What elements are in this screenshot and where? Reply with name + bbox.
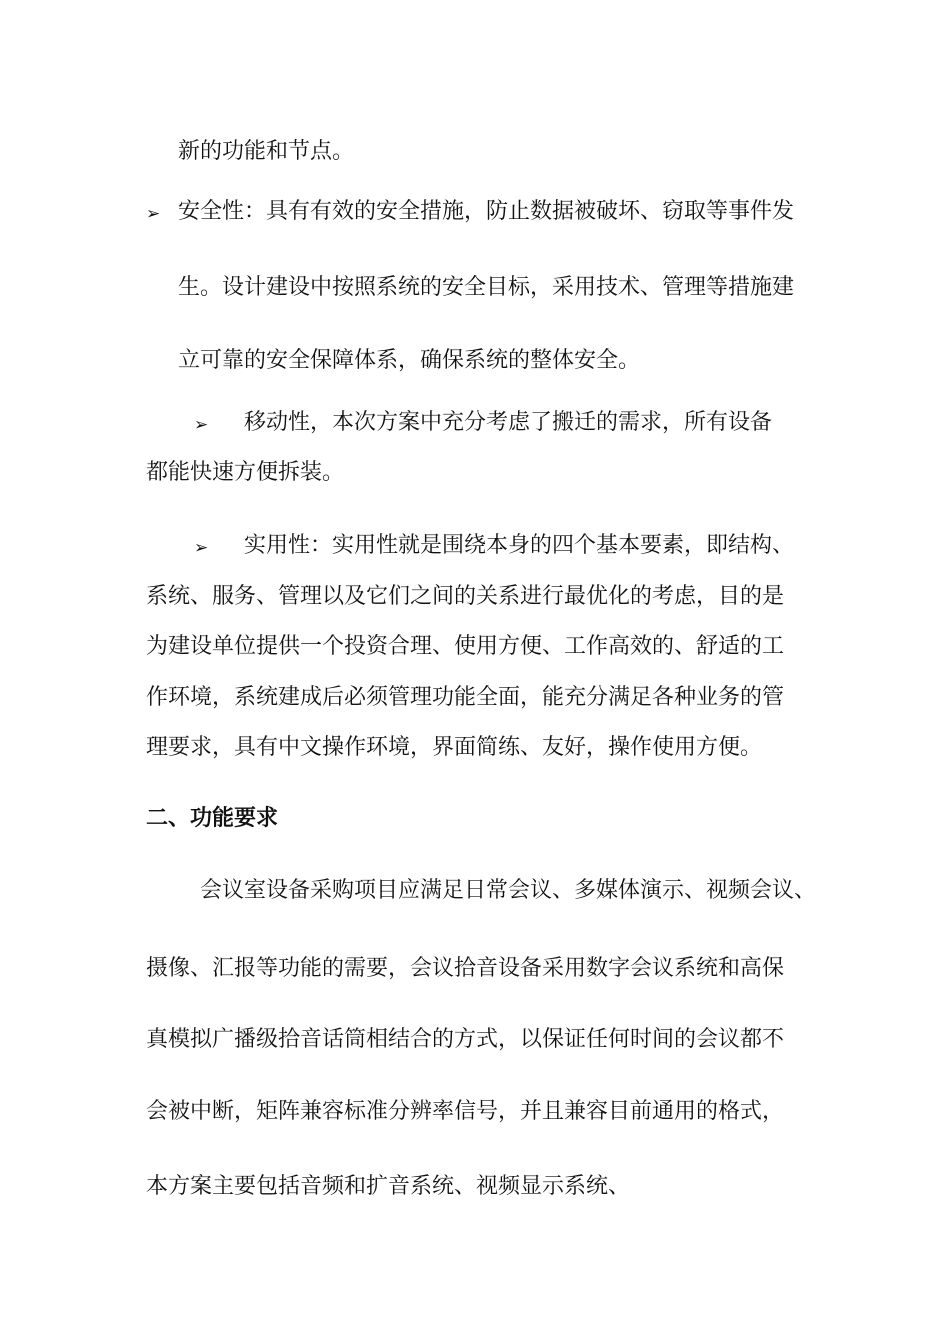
requirements-line-3: 真模拟广播级拾音话筒相结合的方式，以保证任何时间的会议都不 bbox=[146, 1027, 785, 1052]
mobility-line-2: 都能快速方便拆装。 bbox=[146, 460, 345, 485]
practicality-line-3: 为建设单位提供一个投资合理、使用方便、工作高效的、舒适的工 bbox=[146, 634, 785, 659]
security-line-1: 安全性：具有有效的安全措施，防止数据被破坏、窃取等事件发 bbox=[178, 199, 795, 224]
practicality-line-2: 系统、服务、管理以及它们之间的关系进行最优化的考虑，目的是 bbox=[146, 584, 785, 609]
security-bullet-icon: ➢ bbox=[146, 204, 161, 224]
requirements-line-4: 会被中断，矩阵兼容标准分辨率信号，并且兼容目前通用的格式， bbox=[146, 1099, 785, 1124]
mobility-bullet-icon: ➢ bbox=[194, 415, 209, 435]
requirements-line-2: 摄像、汇报等功能的需要，会议拾音设备采用数字会议系统和高保 bbox=[146, 956, 785, 981]
section-heading: 二、功能要求 bbox=[146, 806, 279, 831]
security-line-2: 生。设计建设中按照系统的安全目标，采用技术、管理等措施建 bbox=[178, 275, 795, 300]
requirements-line-1: 会议室设备采购项目应满足日常会议、多媒体演示、视频会议、 bbox=[200, 878, 817, 903]
practicality-bullet-icon: ➢ bbox=[194, 538, 209, 558]
practicality-line-1: 实用性：实用性就是围绕本身的四个基本要素，即结构、 bbox=[244, 533, 795, 558]
practicality-line-5: 理要求，具有中文操作环境，界面简练、友好，操作使用方便。 bbox=[146, 735, 763, 760]
continuation-text: 新的功能和节点。 bbox=[178, 139, 355, 164]
mobility-line-1: 移动性，本次方案中充分考虑了搬迁的需求，所有设备 bbox=[244, 410, 773, 435]
requirements-line-5: 本方案主要包括音频和扩音系统、视频显示系统、 bbox=[146, 1174, 631, 1199]
security-line-3: 立可靠的安全保障体系，确保系统的整体安全。 bbox=[178, 348, 641, 373]
practicality-line-4: 作环境，系统建成后必须管理功能全面，能充分满足各种业务的管 bbox=[146, 685, 785, 710]
